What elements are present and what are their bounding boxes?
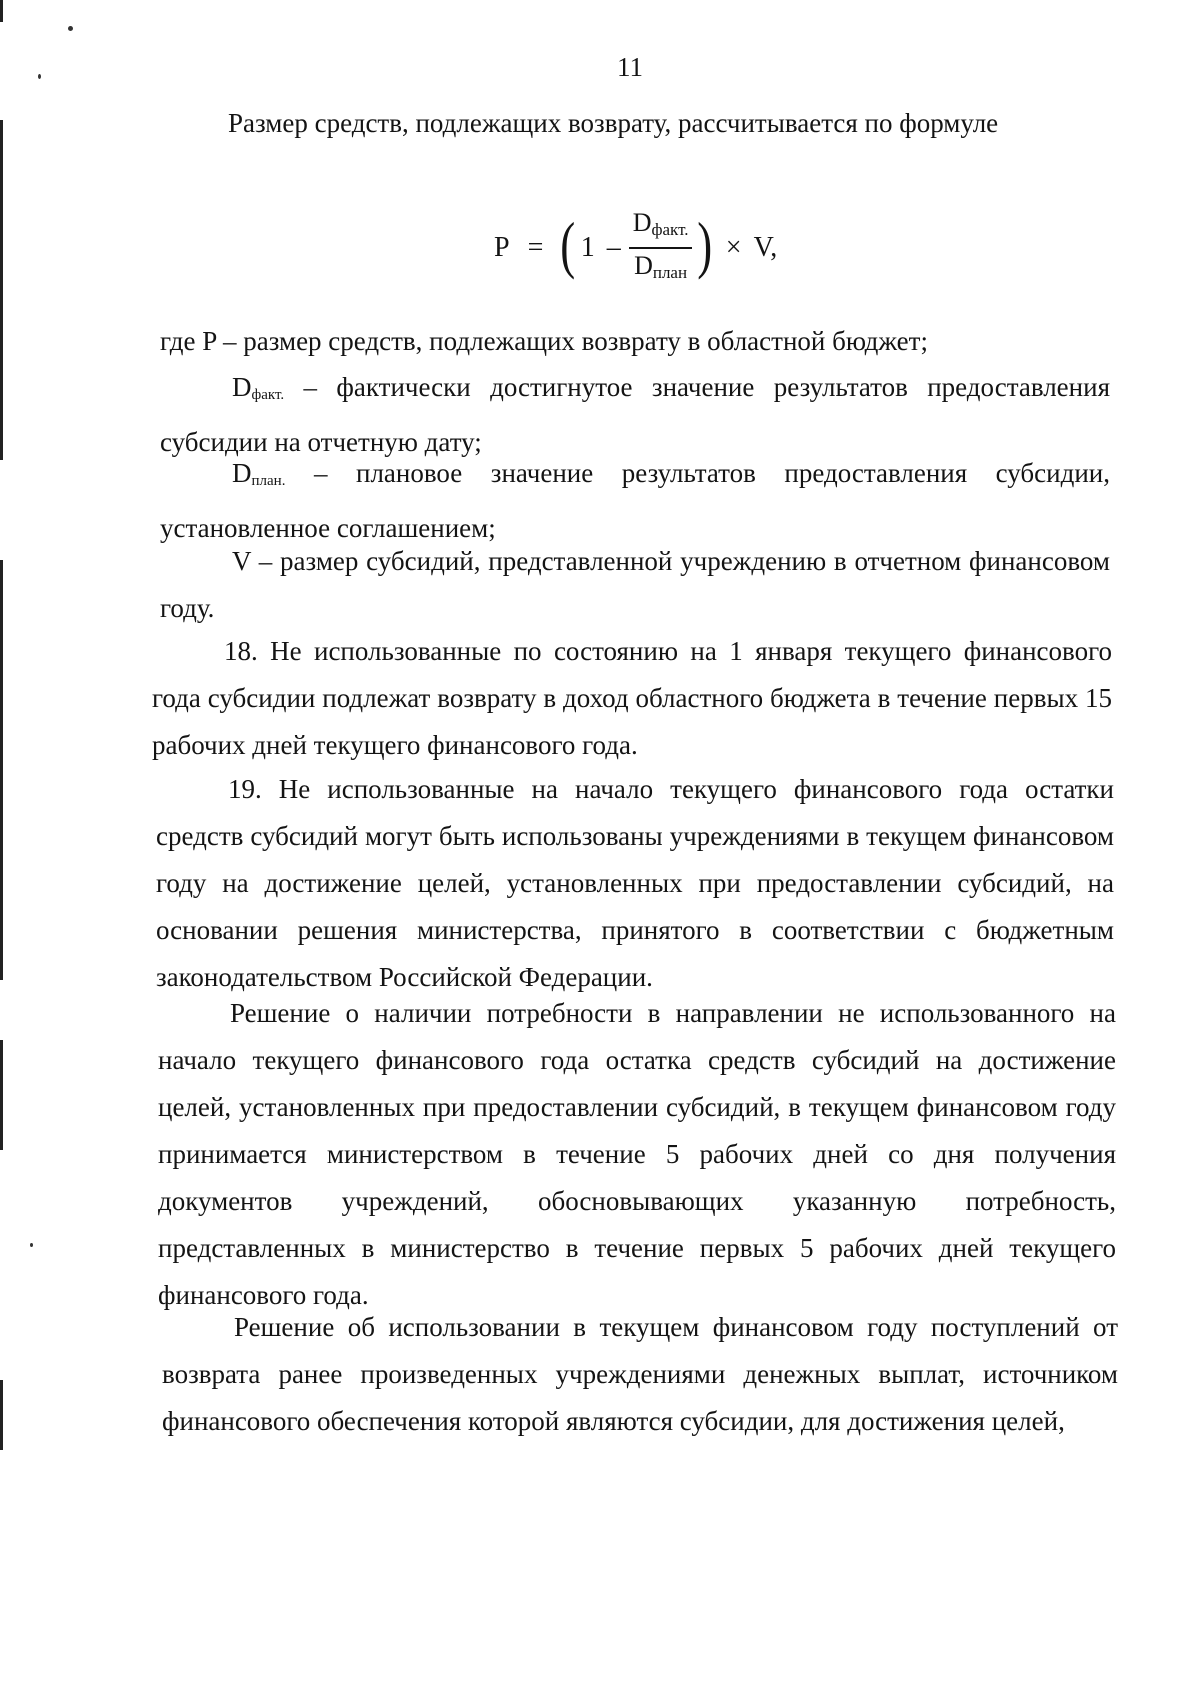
formula-open-paren: ( [560, 209, 576, 280]
formula [490, 208, 781, 288]
formula-lhs: P [494, 232, 510, 263]
scan-speck [68, 26, 73, 31]
scan-edge-mark [0, 0, 3, 22]
formula-multiplier: V, [753, 232, 778, 263]
paragraph-decision-remaining-funds: Решение о наличии потребности в направлении не использованного на начало текущего финансового года остатка средств субсидий на достижение целей, установленных при предоставлении субсидий, в текущем финансовом году принимается министерством в течение 5 рабочих дней со дня получения документов учреждений, обосновывающих указанную потребность, представленных в министерство в течение первых 5 рабочих дней текущего финансового года. [158, 998, 1116, 1310]
formula-times: × [725, 232, 742, 263]
fraction-numerator: $D_{факт.}$ [632, 208, 689, 239]
formula-close-paren: ) [697, 209, 713, 280]
fraction-denominator: $D_{план}$ [634, 251, 688, 282]
formula-equals: = [527, 232, 544, 263]
scan-edge-mark [0, 1380, 3, 1450]
definition-dfact: $D_{факт.}$ – фактически достигнутое значение результатов предоставления субсидии на отчетную дату; [160, 372, 1110, 457]
paragraph-18: 18. Не использованные по состоянию на 1 января текущего финансового года субсидии подлежат возврату в доход областного бюджета в течение первых 15 рабочих дней текущего финансового года. [152, 636, 1112, 760]
formula-minus: – [606, 232, 621, 263]
scan-edge-mark [0, 120, 3, 460]
paragraph-19: 19. Не использованные на начало текущего финансового года остатки средств субсидий могут быть использованы учреждениями в текущем финансовом году на достижение целей, установленных при предоставлении субсидий, на основании решения министерства, принятого в соответствии с бюджетным законодательством Российской Федерации. [156, 774, 1114, 992]
definition-dplan: $D_{план.}$ – плановое значение результатов предоставления субсидии, установленное соглашением; [160, 458, 1110, 543]
formula-fraction [629, 206, 693, 290]
page-number: 11 [617, 52, 643, 82]
scan-edge-mark [0, 560, 3, 980]
scan-speck [38, 74, 41, 79]
scan-edge-mark [0, 1040, 3, 1150]
paragraph-decision-returned-payments: Решение об использовании в текущем финансовом году поступлений от возврата ранее произведенных учреждениями денежных выплат, источником финансового обеспечения которой являются субсидии, для достижения целей, [162, 1312, 1118, 1436]
scan-speck [30, 1243, 33, 1247]
definition-v: V – размер субсидий, представленной учреждению в отчетном финансовом году. [160, 546, 1110, 623]
definition-p: где P – размер средств, подлежащих возврату в областной бюджет; [160, 326, 928, 356]
formula-intro: Размер средств, подлежащих возврату, рассчитывается по формуле [228, 108, 999, 138]
formula-one: 1 [580, 232, 595, 263]
